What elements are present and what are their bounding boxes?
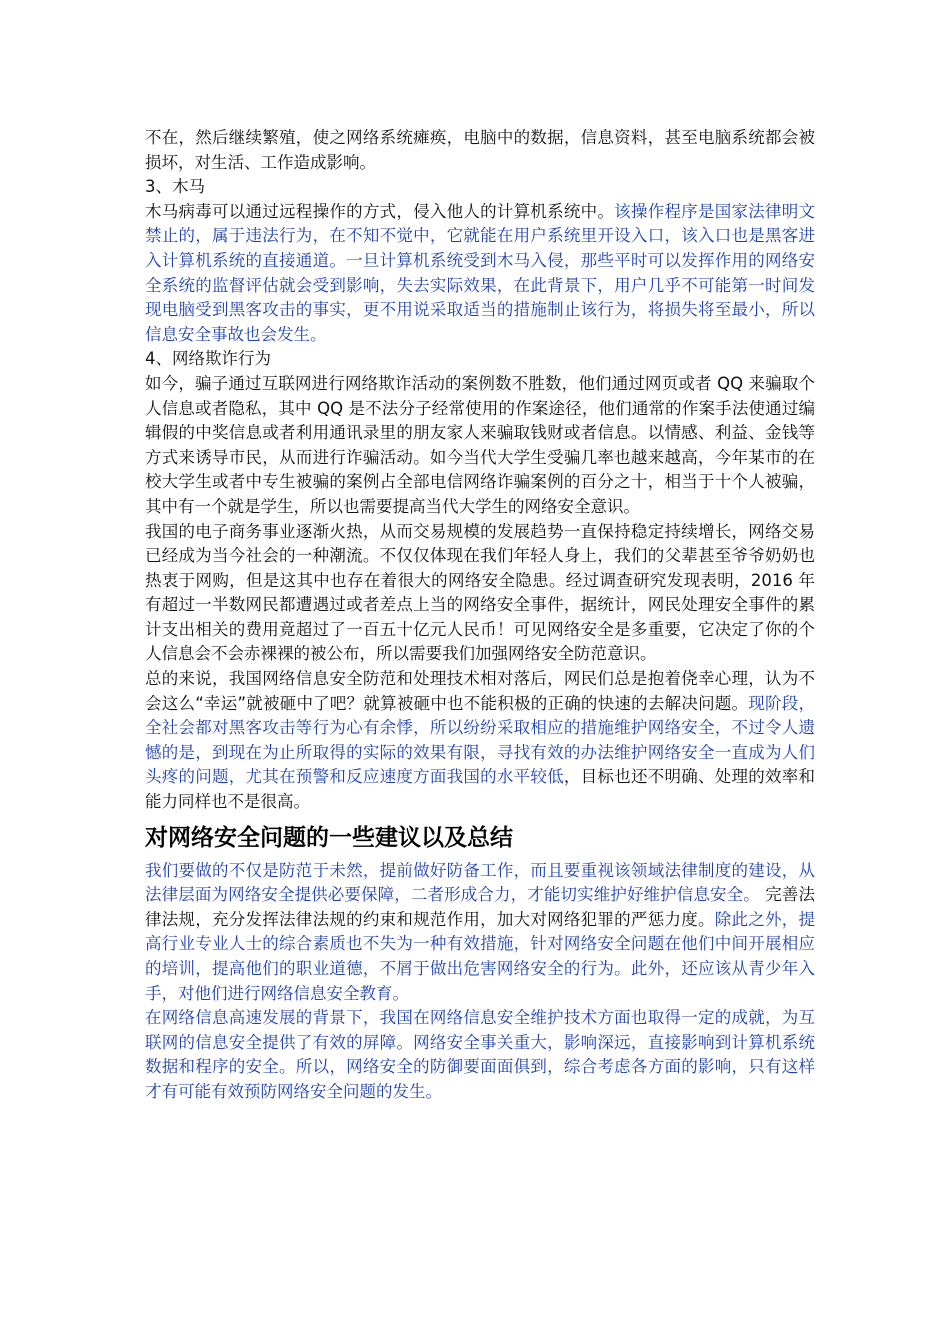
advice-training-text: 除此之外，提高行业专业人士的综合素质也不失为一种有效措施，针对网络安全问题在他们中间开展相应的培训，提高他们的职业道德，不屑于做出危害网络安全的行为。此外，还应该从青少年入手，对他们进行网络信息安全教育。: [145, 909, 816, 1003]
trojan-section-title: 3、木马: [145, 177, 205, 197]
summary-tail-text: ，目标也还不明确、处理的效率和能力同样也不是很高。: [145, 767, 816, 812]
fraud-paragraph: 如今，骗子通过互联网进行网络欺诈活动的案例数不胜数，他们通过网页或者 QQ 来骗取个人信息或者隐私，其中 QQ 是不法分子经常使用的作案途径，他们通常的作案手法使通过编辑假的中奖信息或者利用通讯录里的朋友家人来骗取钱财或者信息。以情感、利益、金钱等方式来诱导市民，从而进行诈骗活动。如今当代大学生受骗几率也越来越高，今年某市的在校大学生或者中专生被骗的案例占全部电信网络诈骗案例的百分之十，相当于十个人被骗，其中有一个就是学生，所以也需要提高当代大学生的网络安全意识。: [145, 373, 815, 516]
trojan-paragraph: [145, 200, 815, 348]
fraud-section-title: 4、网络欺诈行为: [145, 349, 271, 369]
summary-intro-text: 总的来说，我国网络信息安全防范和处理技术相对落后，网民们总是抱着侥幸心理，认为不会这么“幸运”就被砸中了吧？就算被砸中也不能积极的正确的快速的去解决问题。: [145, 669, 815, 713]
trojan-intro-text: 木马病毒可以通过远程操作的方式，侵入他人的计算机系统中。: [145, 201, 615, 221]
virus-continuation-paragraph: 不在，然后继续繁殖，使之网络系统瘫痪，电脑中的数据，信息资料，甚至电脑系统都会被损坏，对生活、工作造成影响。: [145, 128, 815, 172]
advice-section-heading: 对网络安全问题的一些建议以及总结: [145, 824, 513, 851]
trojan-highlight-text: 该操作程序是国家法律明文禁止的，属于违法行为，在不知不觉中，它就能在用户系统里开设入口，该入口也是黑客进入计算机系统的直接通道。一旦计算机系统受到木马入侵，那些平时可以发挥作用的网络安全系统的监督评估就会受到影响，失去实际效果，在此背景下，用户几乎不可能第一时间发现电脑受到黑客攻击的事实，更不用说采取适当的措施制止该行为，将损失将至最小，所以信息安全事故也会发生。: [145, 201, 816, 344]
advice-law-text: 完善法律法规，充分发挥法律法规的约束和规范作用，加大对网络犯罪的严惩力度。: [145, 885, 816, 929]
ecommerce-paragraph: 我国的电子商务事业逐渐火热，从而交易规模的发展趋势一直保持稳定持续增长，网络交易已经成为当今社会的一种潮流。不仅仅体现在我们年轻人身上，我们的父辈甚至爷爷奶奶也热衷于网购，但是这其中也存在着很大的网络安全隐患。经过调查研究发现表明，2016 年有超过一半数网民都遭遇过或者差点上当的网络安全事件，据统计，网民处理安全事件的累计支出相关的费用竟超过了一百五十亿元人民币！可见网络安全是多重要，它决定了你的个人信息会不会赤裸裸的被公布，所以需要我们加强网络安全防范意识。: [145, 521, 815, 664]
advice-paragraph: [145, 859, 815, 1007]
document-page: [145, 126, 815, 1105]
summary-paragraph: [145, 667, 815, 815]
advice-blue-text: 我们要做的不仅是防范于未然，提前做好防备工作，而且要重视该领域法律制度的建设，从法律层面为网络安全提供必要保障，二者形成合力，才能切实维护好维护信息安全。: [145, 860, 815, 905]
conclusion-paragraph: 在网络信息高速发展的背景下，我国在网络信息安全维护技术方面也取得一定的成就，为互联网的信息安全提供了有效的屏障。网络安全事关重大，影响深远，直接影响到计算机系统数据和程序的安全。所以，网络安全的防御要面面俱到，综合考虑各方面的影响，只有这样才有可能有效预防网络安全问题的发生。: [145, 1008, 815, 1101]
summary-highlight-text: 现阶段，全社会都对黑客攻击等行为心有余悸，所以纷纷采取相应的措施维护网络安全，不过令人遗憾的是，到现在为止所取得的实际的效果有限，寻找有效的办法维护网络安全一直成为人们头疼的问题，尤其在预警和反应速度方面我国的水平较低: [145, 693, 816, 787]
